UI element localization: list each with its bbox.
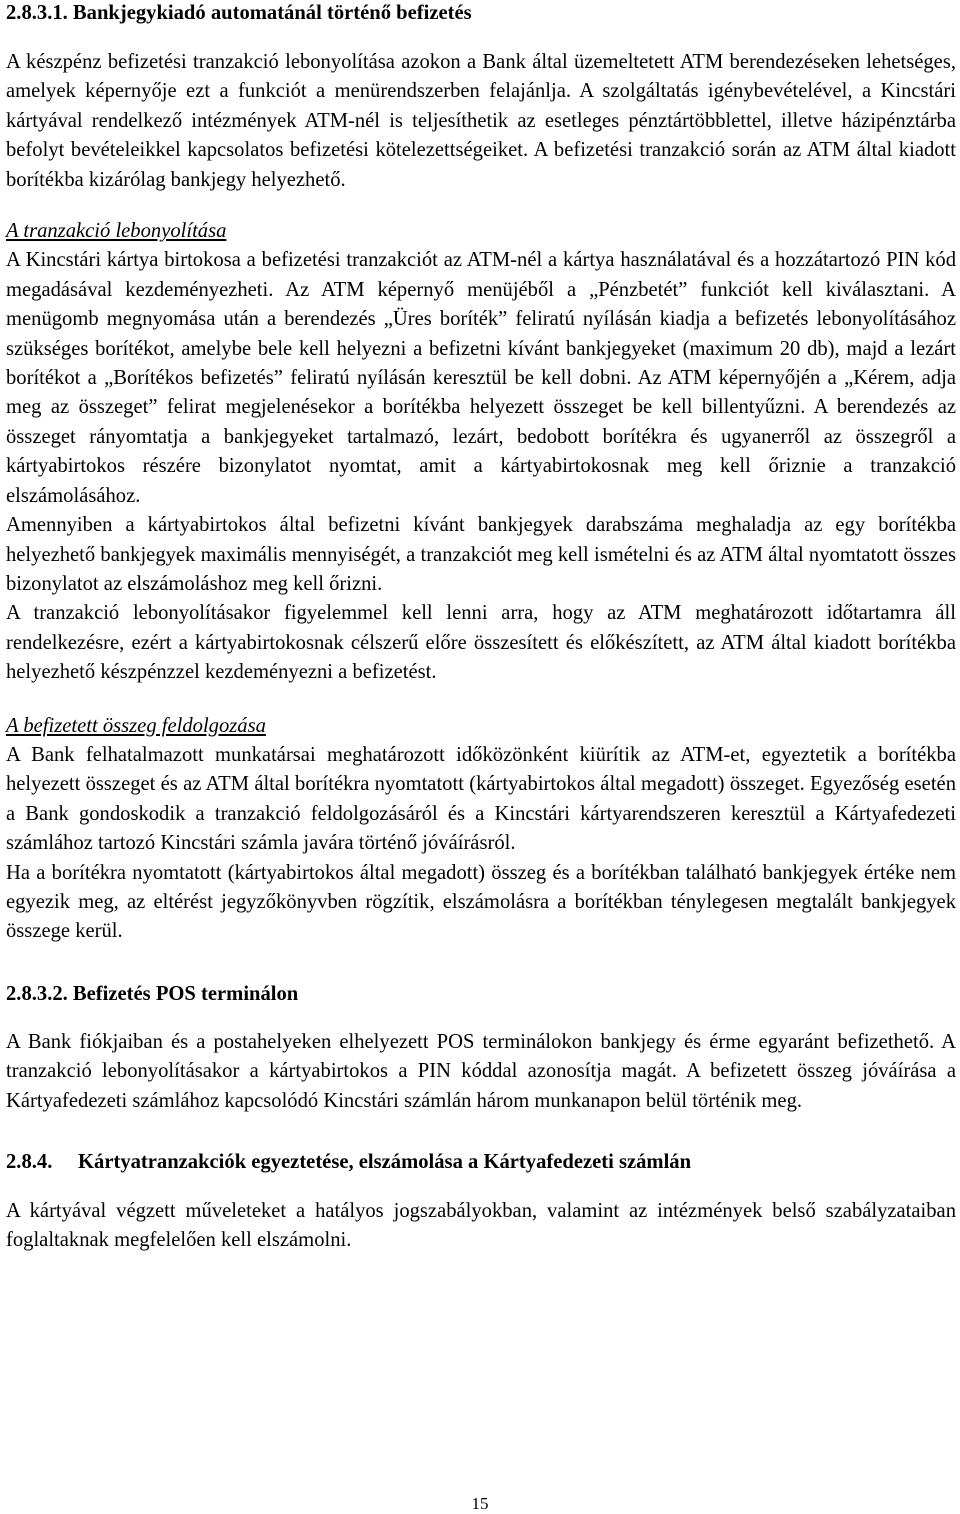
page-number: 15: [471, 1494, 489, 1513]
paragraph-transaction-2: Amennyiben a kártyabirtokos által befizetni kívánt bankjegyek darabszáma meghaladja az egy borítékba helyezhető bankjegyek maximális mennyiségét, a tranzakciót meg kell ismételni és az ATM által nyomtatott összes bizonylatot az elszámoláshoz meg kell őrizni.: [6, 514, 956, 595]
section-heading-2-8-4: [6, 1149, 956, 1175]
subheading-transaction: A tranzakció lebonyolítása: [6, 220, 227, 243]
section-title: Kártyatranzakciók egyeztetése, elszámolása a Kártyafedezeti számlán: [78, 1151, 692, 1173]
subheading-processing: A befizetett összeg feldolgozása: [6, 714, 266, 737]
paragraph-processing-1: A Bank felhatalmazott munkatársai meghatározott időközönként kiürítik az ATM-et, egyeztetik a borítékba helyezett összeget és az ATM által borítékra nyomtatott (kártyabirtokos által megadott) összeget. Egyezőség esetén a Bank gondoskodik a tranzakció feldolgozásáról és a Kincstári kártyarendszeren keresztül a Kártyafedezeti számlához tartozó Kincstári számla javára történő jóváírásról.: [6, 743, 956, 855]
intro-paragraph: A készpénz befizetési tranzakció lebonyolítása azokon a Bank által üzemeltetett ATM berendezéseken lehetséges, amelyek képernyője ezt a funkciót a menürendszerben felajánlja. A szolgáltatás igénybevételével, a Kincstári kártyával rendelkező intézmények ATM-nél is teljesíthetik az esetleges pénztártöbblettel, illetve házipénztárba befolyt bevételeikkel kapcsolatos befizetési kötelezettségeiket. A befizetési tranzakció során az ATM által kiadott borítékba kizárólag bankjegy helyezhető.: [6, 51, 956, 191]
paragraph-transaction-3: A tranzakció lebonyolításakor figyelemmel kell lenni arra, hogy az ATM meghatározott időtartamra áll rendelkezésre, ezért a kártyabirtokosnak célszerű előre összesített és előkészített, az ATM által kiadott borítékba helyezhető készpénzzel kezdeményezni a befizetést.: [6, 602, 956, 684]
section-heading-2-8-3-2: 2.8.3.2. Befizetés POS terminálon: [6, 982, 299, 1005]
section-heading-2-8-3-1: 2.8.3.1. Bankjegykiadó automatánál történő befizetés: [6, 2, 472, 24]
paragraph-pos-terminal: A Bank fiókjaiban és a postahelyeken elhelyezett POS terminálokon bankjegy és érme egyaránt befizethető. A tranzakció lebonyolításakor a kártyabirtokos a PIN kóddal azonosítja magát. A befizetett összeg jóváírása a Kártyafedezeti számlához kapcsolódó Kincstári számlán három munkanapon belül történik meg.: [6, 1030, 956, 1112]
paragraph-transaction-1: A Kincstári kártya birtokosa a befizetési tranzakciót az ATM-nél a kártya használatával és a hozzátartozó PIN kód megadásával kezdeményezheti. Az ATM képernyő menüjéből a „Pénzbetét” funkciót kell kiválasztani. A menügomb megnyomása után a berendezés „Üres boríték” feliratú nyílásán kiadja a befizetés lebonyolításához szükséges borítékot, amelybe bele kell helyezni a befizetni kívánt bankjegyeket (maximum 20 db), majd a lezárt borítékot a „Borítékos befizetés” feliratú nyílásán keresztül be kell dobni. Az ATM képernyőjén a „Kérem, adja meg az összeget” felirat megjelenésekor a borítékba helyezett összeget be kell billentyűzni. A berendezés az összeget rányomtatja a bankjegyeket tartalmazó, lezárt, bedobott borítékra és ugyanerről az összegről a kártyabirtokos részére bizonylatot nyomtat, amit a kártyabirtokosnak meg kell őriznie a tranzakció elszámolásához.: [6, 249, 956, 507]
section-number: 2.8.4.: [6, 1151, 53, 1173]
paragraph-reconciliation: A kártyával végzett műveleteket a hatályos jogszabályokban, valamint az intézmények belső szabályzataiban foglaltaknak megfelelően kell elszámolni.: [6, 1200, 956, 1252]
document-page: [6, 0, 956, 1256]
paragraph-processing-2: Ha a borítékra nyomtatott (kártyabirtokos által megadott) összeg és a borítékban található bankjegyek értéke nem egyezik meg, az eltérést jegyzőkönyvben rögzítik, elszámolásra a borítékban ténylegesen megtalált bankjegyek összege kerül.: [6, 861, 956, 943]
